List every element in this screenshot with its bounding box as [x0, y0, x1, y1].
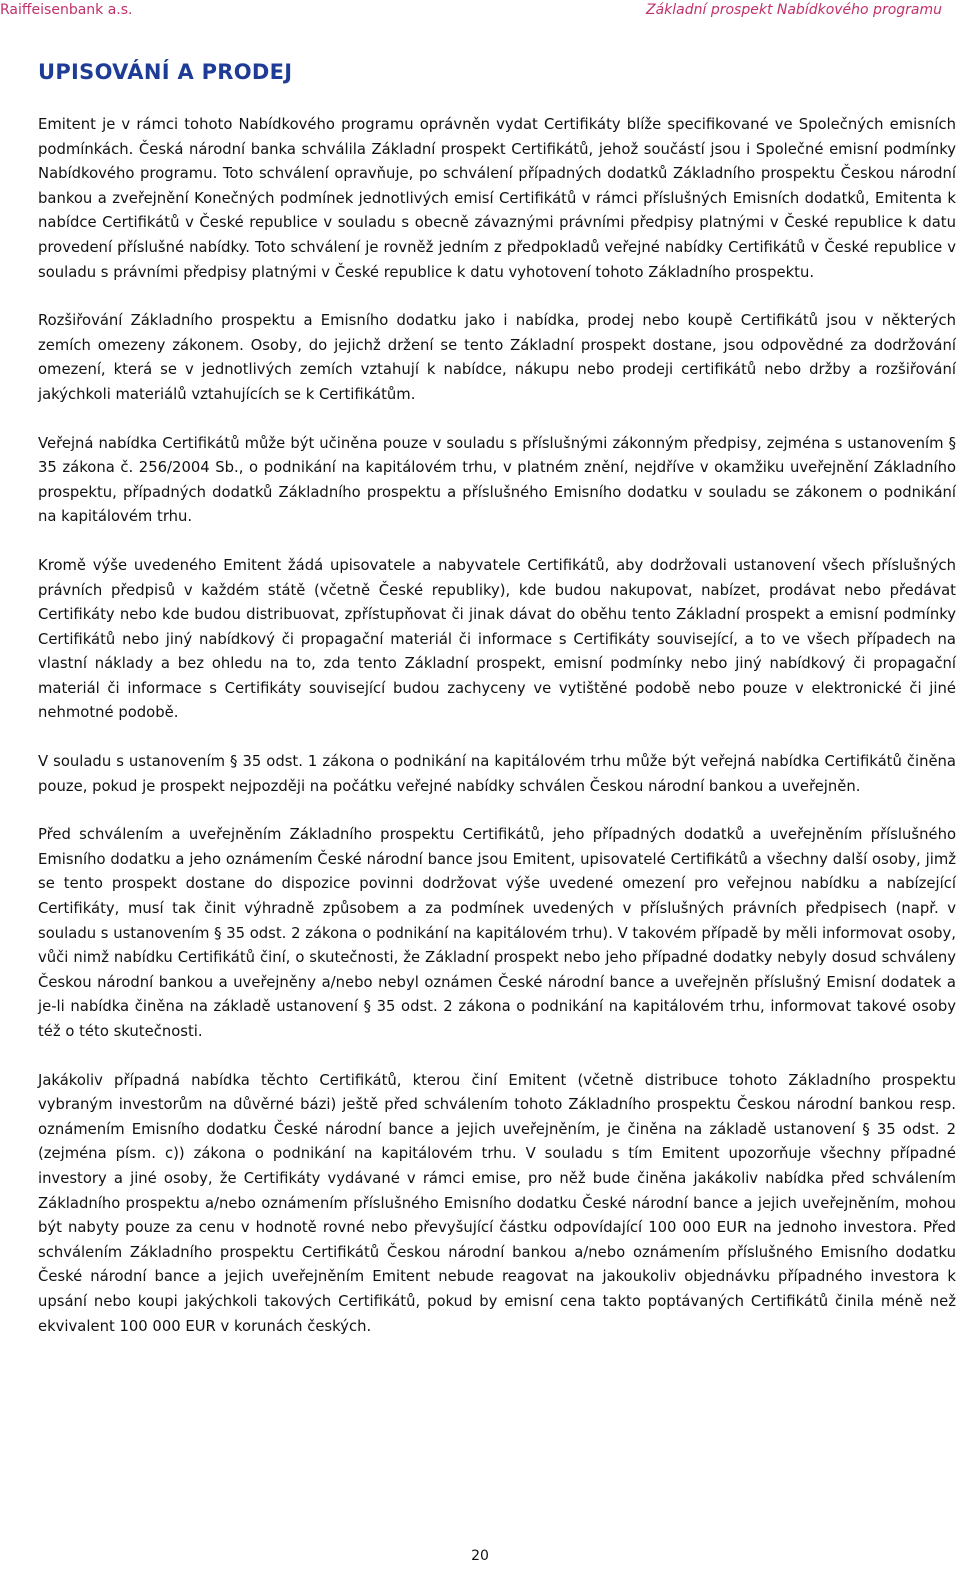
section-title: UPISOVÁNÍ A PRODEJ: [38, 60, 293, 84]
paragraph-approval: Emitent je v rámci tohoto Nabídkového programu oprávněn vydat Certifikáty blíže specifikované ve Společných emisních podmínkách. Česká národní banka schválila Základní prospekt Certifikátů, jehož součástí jsou i Společné emisní podmínky Nabídkového programu. Toto schválení opravňuje, po schválení případných dodatků Základního prospektu Českou národní bankou a zveřejnění Konečných podmínek jednotlivých emisí Certifikátů v rámci příslušných Emisních dodatků, Emitenta k nabídce Certifikátů v České republice v souladu s obecně závaznými právními předpisy platnými v České republice k datu provedení příslušné nabídky. Toto schválení je rovněž jedním z předpokladů veřejné nabídky Certifikátů v České republice v souladu s právními předpisy platnými v České republice k datu vyhotovení tohoto Základního prospektu.: [38, 116, 956, 281]
header-document-title: Základní prospekt Nabídkového programu: [645, 2, 942, 18]
paragraph-distribution-restrictions: Rozšiřování Základního prospektu a Emisního dodatku jako i nabídka, prodej nebo koupě Certifikátů jsou v některých zemích omezeny zákonem. Osoby, do jejichž držení se tento Základní prospekt dostane, jsou odpovědné za dodržování omezení, která se v jednotlivých zemích vztahují k nabídce, nákupu nebo prodeji certifikátů nebo držby a rozšiřování jakýchkoli materiálů vztahujících se k Certifikátům.: [38, 312, 956, 403]
paragraph-before-approval: Před schválením a uveřejněním Základního prospektu Certifikátů, jeho případných dodatků a uveřejněním příslušného Emisního dodatku a jeho oznámením České národní bance jsou Emitent, upisovatelé Certifikátů a všechny další osoby, jimž se tento prospekt dostane do dispozice povinni dodržovat výše uvedené omezení pro veřejnou nabídku a nabízející Certifikáty, musí tak činit výhradně způsobem a za podmínek uvedených v příslušných právních předpisech (např. v souladu s ustanovením § 35 odst. 2 zákona o podnikání na kapitálovém trhu). V takovém případě by měli informovat osoby, vůči nimž nabídku Certifikátů činí, o skutečnosti, že Základní prospekt nebo jeho případné dodatky nebyly dosud schváleny Českou národní bankou a uveřejněny a/nebo nebyl oznámen České národní bance a uveřejněn příslušný Emisní dodatek a je-li nabídka činěna na základě ustanovení § 35 odst. 2 zákona o podnikání na kapitálovém trhu, informovat takové osoby též o této skutečnosti.: [38, 826, 956, 1040]
paragraph-section-35-1: V souladu s ustanovením § 35 odst. 1 zákona o podnikání na kapitálovém trhu může být veřejná nabídka Certifikátů činěna pouze, pokud je prospekt nejpozději na počátku veřejné nabídky schválen Českou národní bankou a uveřejněn.: [38, 753, 956, 795]
paragraph-private-offer: Jakákoliv případná nabídka těchto Certifikátů, kterou činí Emitent (včetně distribuce tohoto Základního prospektu vybraným investorům na důvěrné bázi) ještě před schválením tohoto Základního prospektu Českou národní bankou resp. oznámením Emisního dodatku České národní bance a jejich uveřejněním, je činěna na základě ustanovení § 35 odst. 2 (zejména písm. c)) zákona o podnikání na kapitálovém trhu. V souladu s tím Emitent upozorňuje všechny případné investory a jiné osoby, že Certifikáty vydávané v rámci emise, pro něž bude činěna jakákoliv nabídka před schválením Základního prospektu a/nebo oznámením příslušného Emisního dodatku České národní bance a jejich uveřejněním, mohou být nabyty pouze za cenu v hodnotě rovné nebo převyšující částku odpovídající 100 000 EUR na jednoho investora. Před schválením Základního prospektu Certifikátů Českou národní bankou a/nebo oznámením příslušného Emisního dodatku České národní bance a jejich uveřejněním Emitent nebude reagovat na jakoukoliv objednávku případného investora k upsání nebo koupi jakýchkoli takových Certifikátů, pokud by emisní cena takto poptávaných Certifikátů činila méně než ekvivalent 100 000 EUR v korunách českých.: [38, 1071, 956, 1335]
paragraph-compliance-request: Kromě výše uvedeného Emitent žádá upisovatele a nabyvatele Certifikátů, aby dodržovali ustanovení všech příslušných právních předpisů v každém státě (včetně České republiky), kde budou nakupovat, nabízet, prodávat nebo předávat Certifikáty nebo kde budou distribuovat, zpřístupňovat či jinak dávat do oběhu tento Základní prospekt a emisní podmínky Certifikátů nebo jiný nabídkový či propagační materiál či informace s Certifikáty související, a to ve všech případech na vlastní náklady a bez ohledu na to, zda tento Základní prospekt, emisní podmínky nebo jiný nabídkový či propagační materiál či informace s Certifikáty související budou zachyceny ve vytištěné podobě nebo pouze v elektronické či jiné nehmotné podobě.: [38, 556, 956, 722]
page-header: [0, 0, 960, 26]
paragraph-public-offer: Veřejná nabídka Certifikátů může být učiněna pouze v souladu s příslušnými zákonným předpisy, zejména s ustanovením § 35 zákona č. 256/2004 Sb., o podnikání na kapitálovém trhu, v platném znění, nejdříve v okamžiku uveřejnění Základního prospektu, případných dodatků Základního prospektu a příslušného Emisního dodatku v souladu se zákonem o podnikání na kapitálovém trhu.: [38, 434, 956, 526]
page-number: 20: [471, 1548, 489, 1564]
header-company-name: Raiffeisenbank a.s.: [0, 2, 133, 18]
document-body: [38, 113, 956, 1363]
